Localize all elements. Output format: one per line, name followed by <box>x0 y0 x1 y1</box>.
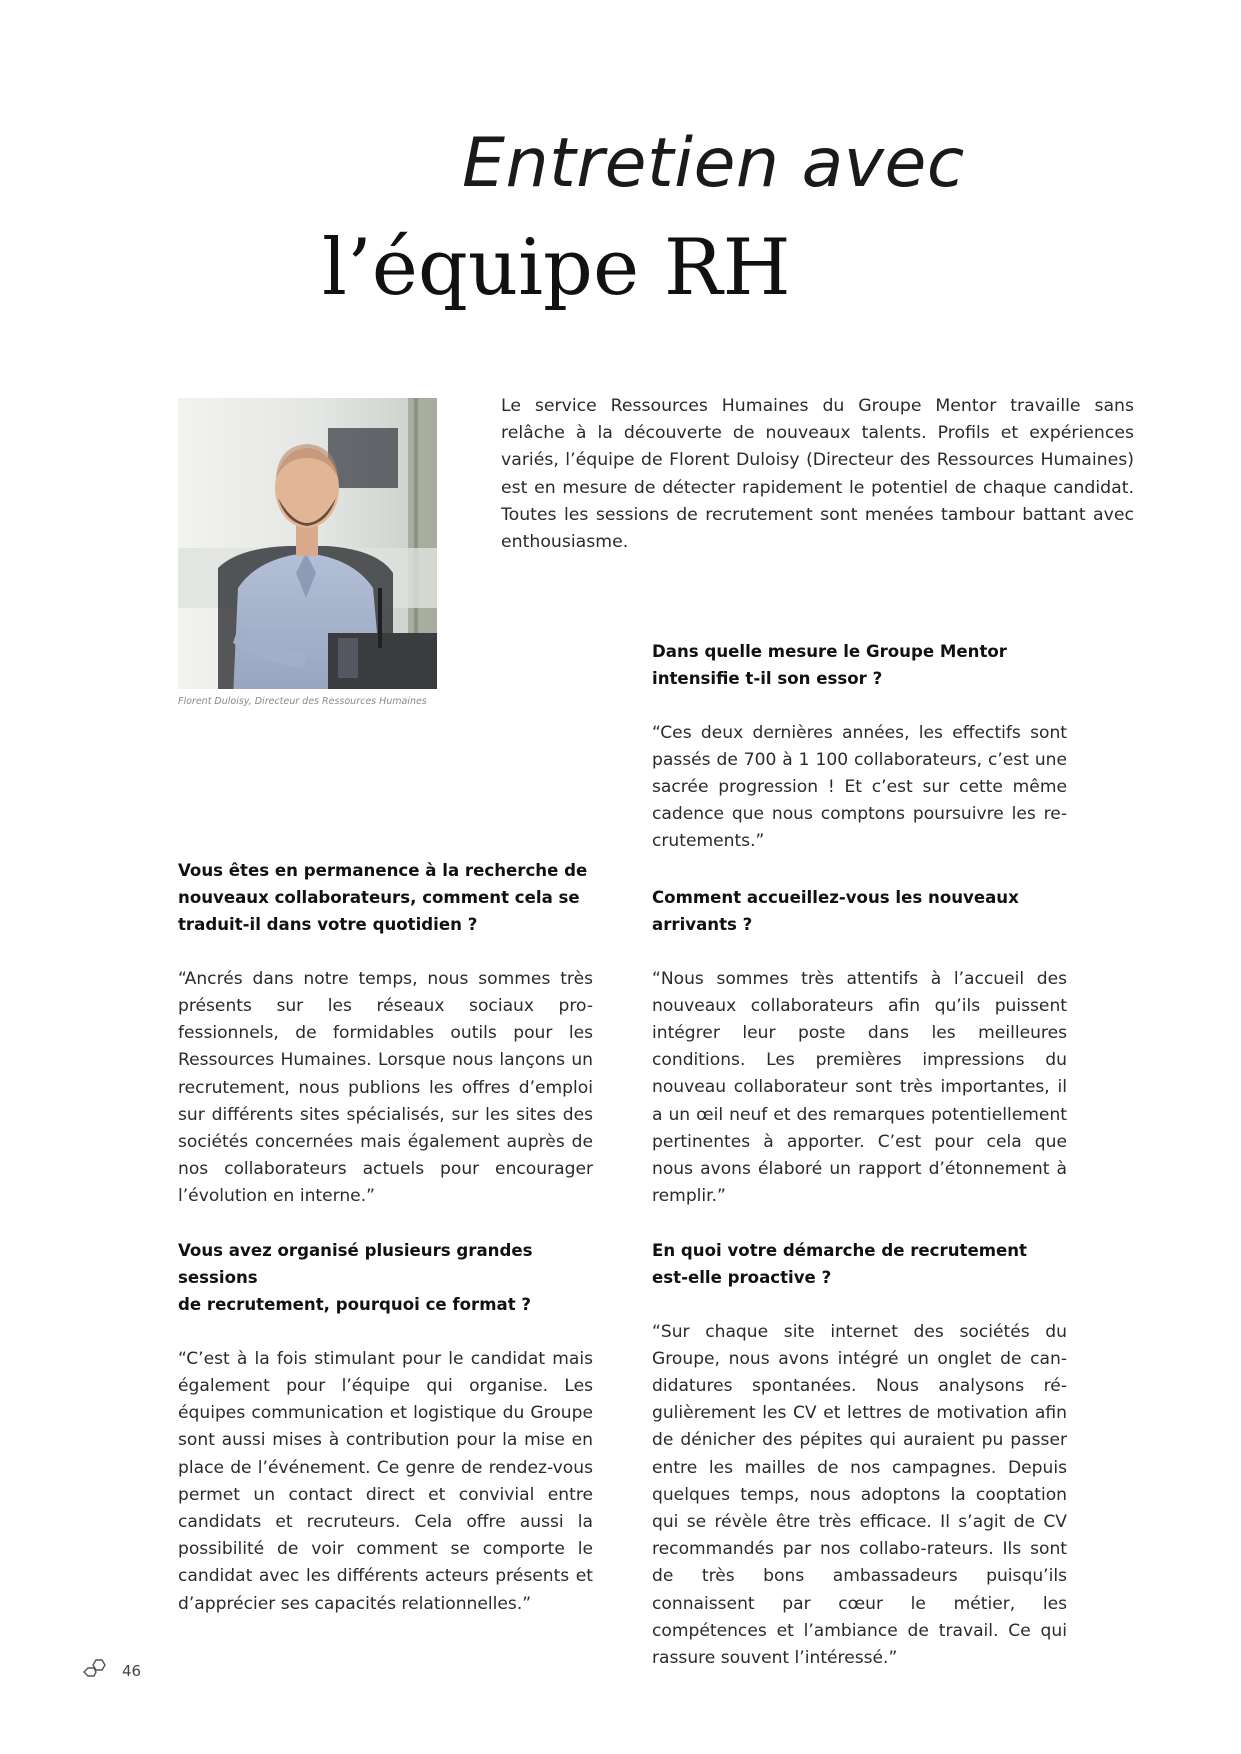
answer-1: “Ces deux dernières années, les effectifs sont passés de 700 à 1 100 collaborateurs, c’est une sacrée progression ! Et c’est sur cette même cadence que nous comptons poursuivre les re-crutements.” <box>652 722 1067 852</box>
interview-block-1 <box>652 638 1067 856</box>
question-1 <box>652 638 1067 692</box>
interview-block-4 <box>178 1237 593 1618</box>
answer-4: “C’est à la fois stimulant pour le candidat mais également pour l’équipe qui organise. Les équipes communication et logistique du Groupe sont aussi mises à contribution pour la mise en place de l’événement. Ce genre de rendez-vous permet un contact direct et convivial entre candidats et recruteurs. Cela offre aussi la possibilité de voir comment se comporte le candidat avec les différents acteurs présents et d’apprécier ses capacités relationnelles.” <box>178 1348 593 1614</box>
question-1-line: intensifie t-il son essor ? <box>652 669 883 689</box>
intro-paragraph: Le service Ressources Humaines du Groupe Mentor travaille sans relâche à la découverte de nouveaux talents. Profils et expériences variés, l’équipe de Florent Duloisy (Directeur des Ressources Humaines) est en mesure de détecter rapidement le potentiel de chaque candidat. Toutes les sessions de recrutement sont menées tambour battant avec enthousiasme. <box>501 396 1134 553</box>
interview-block-5 <box>652 1237 1067 1672</box>
question-3-line: Comment accueillez-vous les nouveaux <box>652 888 1019 907</box>
interview-block-2 <box>178 857 593 1211</box>
question-5-line: est-elle proactive ? <box>652 1268 832 1288</box>
question-3 <box>652 884 1067 938</box>
interview-block-3 <box>652 884 1067 1210</box>
question-4-line: de recrutement, pourquoi ce format ? <box>178 1295 532 1315</box>
hexagon-logo-icon <box>80 1658 110 1684</box>
question-4-line: Vous avez organisé plusieurs grandes sessions <box>178 1241 533 1288</box>
portrait-illustration <box>178 398 437 689</box>
question-3-line: arrivants ? <box>652 915 753 935</box>
question-5-line: En quoi votre démarche de recrutement <box>652 1241 1027 1260</box>
question-2-line: traduit-il dans votre quotidien ? <box>178 915 478 935</box>
title-line-1: Entretien avec <box>462 124 965 203</box>
answer-2: “Ancrés dans notre temps, nous sommes très présents sur les réseaux sociaux pro-fessionnels, de formidables outils pour les Ressources Humaines. Lorsque nous lançons un recrutement, nous publions les offres d’emploi sur différents sites spécialisés, sur les sites des sociétés concernées mais également auprès de nos collaborateurs actuels pour encourager l’évolution en interne.” <box>178 968 593 1207</box>
question-2-line: nouveaux collaborateurs, comment cela se <box>178 888 580 908</box>
question-2 <box>178 857 593 939</box>
page-footer <box>80 1658 141 1684</box>
question-5 <box>652 1237 1067 1291</box>
question-4 <box>178 1237 593 1319</box>
question-2-line: Vous êtes en permanence à la recherche de <box>178 861 588 880</box>
page-number: 46 <box>122 1662 142 1680</box>
answer-3: “Nous sommes très attentifs à l’accueil des nouveaux collaborateurs afin qu’ils puissent intégrer leur poste dans les meilleures conditions. Les premières impressions du nouveau collaborateur sont très importantes, il a un œil neuf et des remarques potentiellement pertinentes à apporter. C’est pour cela que nous avons élaboré un rapport d’étonnement à remplir.” <box>652 968 1067 1207</box>
question-1-line: Dans quelle mesure le Groupe Mentor <box>652 642 1007 661</box>
portrait-photo <box>178 398 437 689</box>
answer-5: “Sur chaque site internet des sociétés du Groupe, nous avons intégré un onglet de can-didatures spontanées. Nous analysons ré-gulièrement les CV et lettres de motivation afin de dénicher des pépites qui auraient pu passer entre les mailles de nos campagnes. Depuis quelques temps, nous adoptons la cooptation qui se révèle être très efficace. Il s’agit de CV recommandés par nos collabo-rateurs. Ils sont de très bons ambassadeurs puisqu’ils connaissent par cœur le métier, les compétences et l’ambiance de travail. Ce qui rassure souvent l’intéressé.” <box>652 1321 1067 1669</box>
photo-caption: Florent Duloisy, Directeur des Ressources Humaines <box>178 696 427 707</box>
title-line-2: l’équipe RH <box>322 223 791 313</box>
